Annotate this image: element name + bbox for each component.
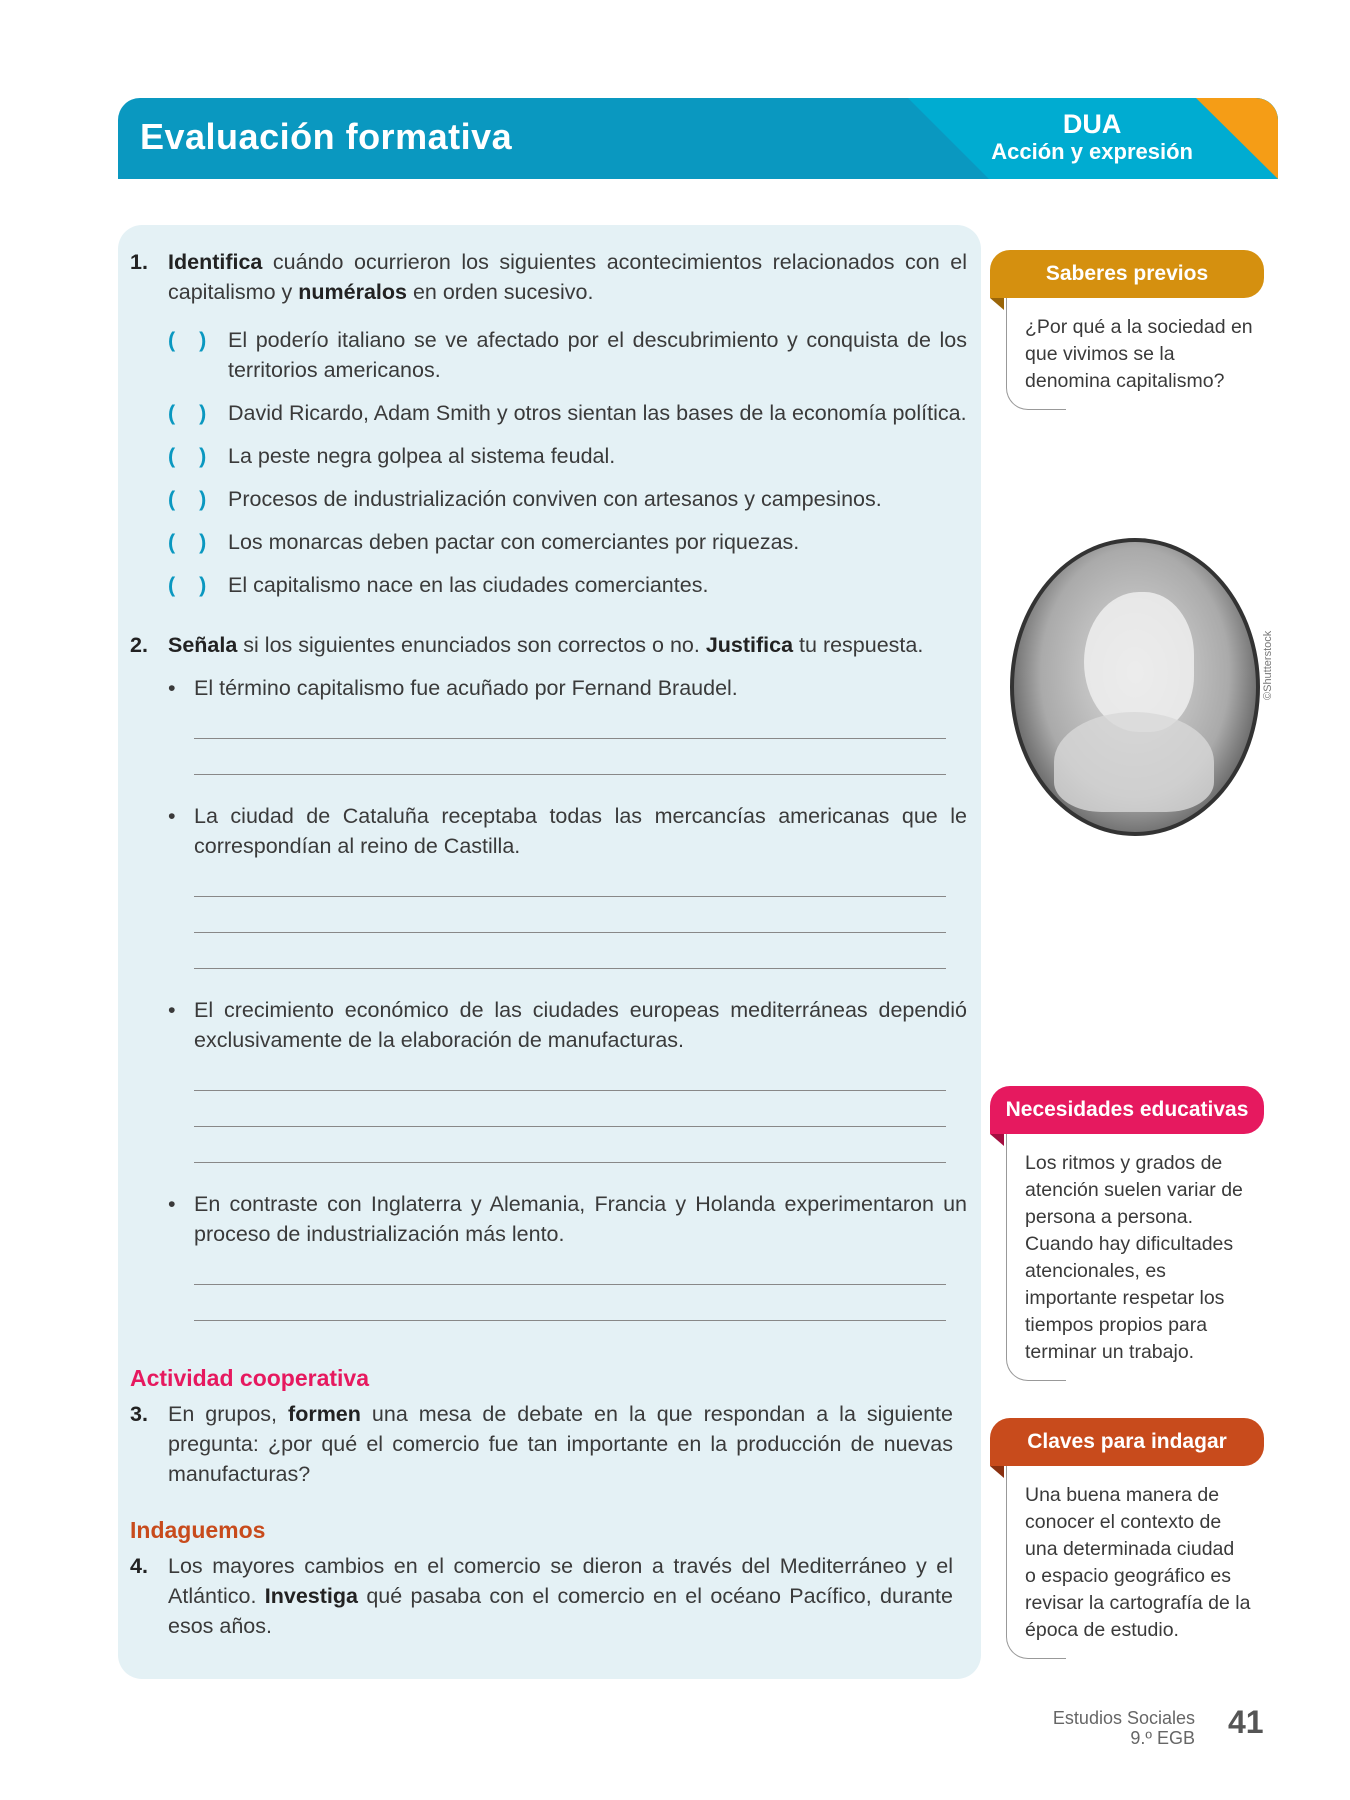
question-2: 2. Señala si los siguientes enunciados son correctos o no. Justifica tu respuesta. [130,633,924,657]
statement-item: • En contraste con Inglaterra y Alemania, Francia y Holanda experimentaron un proceso de industrialización más lento. [168,1192,967,1246]
answer-line[interactable] [194,933,946,969]
portrait-image [1010,538,1260,836]
answer-line[interactable] [194,1249,946,1285]
footer: Estudios Sociales 9.º EGB [1052,1708,1195,1748]
cooperative-activity-heading: Actividad cooperativa [130,1365,370,1391]
indaguemos-heading: Indaguemos [130,1517,266,1543]
statement-list [130,673,967,1321]
ordering-list [168,325,967,600]
question-1: 1. Identifica cuándo ocurrieron los siguientes acontecimientos relacionados con el capitalismo y numéralos en orden sucesivo. [130,250,967,304]
list-item: ( ) David Ricardo, Adam Smith y otros sientan las bases de la economía política. [168,398,967,428]
activities-panel [118,225,981,1679]
answer-line[interactable] [194,1091,946,1127]
answer-blank[interactable]: ( ) [168,401,207,425]
list-item: ( ) Los monarcas deben pactar con comerciantes por riquezas. [168,527,967,557]
photo-credit: ©Shutterstock [1262,630,1274,700]
question-4: 4. Los mayores cambios en el comercio se dieron a través del Mediterráneo y el Atlántico. Investiga qué pasaba con el comercio en el océano Pacífico, durante esos años. [130,1554,953,1638]
list-item: ( ) El capitalismo nace en las ciudades comerciantes. [168,570,967,600]
list-item: ( ) El poderío italiano se ve afectado por el descubrimiento y conquista de los territorios americanos. [168,325,967,385]
answer-line[interactable] [194,739,946,775]
answer-line[interactable] [194,897,946,933]
page-number: 41 [1228,1704,1264,1740]
necesidades-educativas-card: Necesidades educativas Los ritmos y grados de atención suelen variar de persona a persona. Cuando hay dificultades atencionales, es importante respetar los tiempos propios para terminar un trabajo. [990,1086,1264,1381]
answer-blank[interactable]: ( ) [168,530,207,554]
statement-item: • La ciudad de Cataluña receptaba todas las mercancías americanas que le correspondían al reino de Castilla. [168,804,967,858]
claves-para-indagar-card: Claves para indagar Una buena manera de conocer el contexto de una determinada ciudad o espacio geográfico es revisar la cartografía de la época de estudio. [990,1418,1264,1659]
answer-line[interactable] [194,1285,946,1321]
list-item: ( ) La peste negra golpea al sistema feudal. [168,441,967,471]
section-header [118,98,1278,179]
statement-item: • El crecimiento económico de las ciudades europeas mediterráneas dependió exclusivamente de la elaboración de manufacturas. [168,998,967,1052]
dua-label: DUA Acción y expresión [991,109,1193,164]
statement-item: • El término capitalismo fue acuñado por Fernand Braudel. [168,676,738,700]
answer-blank[interactable]: ( ) [168,328,207,352]
answer-blank[interactable]: ( ) [168,573,207,597]
answer-blank[interactable]: ( ) [168,487,207,511]
page-title: Evaluación formativa [140,116,513,157]
answer-line[interactable] [194,861,946,897]
saberes-previos-card: Saberes previos ¿Por qué a la sociedad en que vivimos se la denomina capitalismo? [990,250,1264,410]
answer-blank[interactable]: ( ) [168,444,207,468]
list-item: ( ) Procesos de industrialización conviven con artesanos y campesinos. [168,484,967,514]
answer-line[interactable] [194,1055,946,1091]
answer-line[interactable] [194,703,946,739]
question-3: 3. En grupos, formen una mesa de debate en la que respondan a la siguiente pregunta: ¿por qué el comercio fue tan importante en la producción de nuevas manufacturas? [130,1402,953,1486]
answer-line[interactable] [194,1127,946,1163]
